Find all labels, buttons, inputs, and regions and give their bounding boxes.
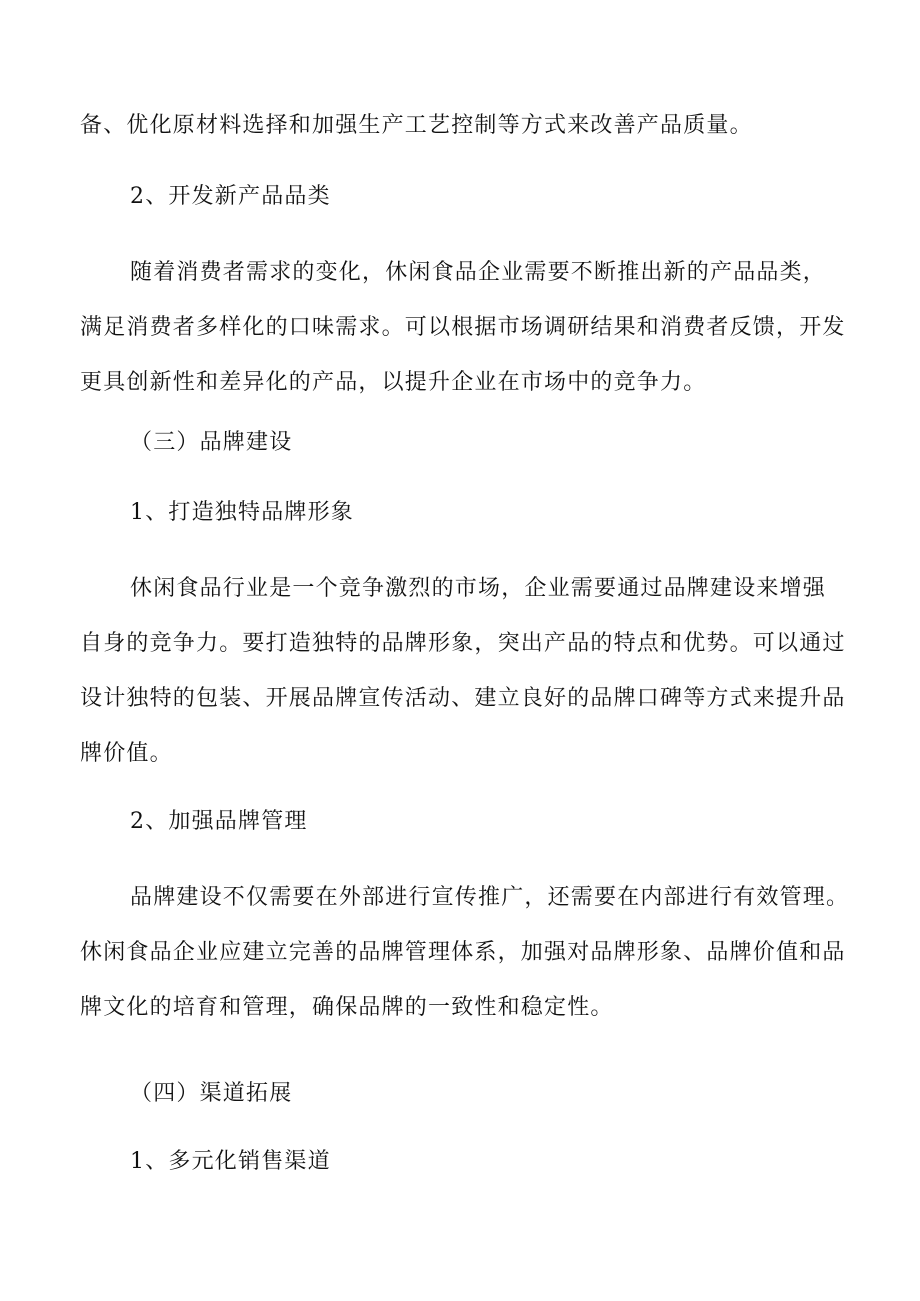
paragraph-line: 自身的竞争力。要打造独特的品牌形象，突出产品的特点和优势。可以通过 — [80, 631, 846, 656]
paragraph-line: 休闲食品企业应建立完善的品牌管理体系，加强对品牌形象、品牌价值和品 — [80, 940, 846, 965]
paragraph-line: 牌价值。 — [80, 741, 173, 766]
paragraph-line: 设计独特的包装、开展品牌宣传活动、建立良好的品牌口碑等方式来提升品 — [80, 686, 846, 711]
subheading-strengthen-brand-management: 2、加强品牌管理 — [130, 809, 308, 834]
subheading-develop-new-categories: 2、开发新产品品类 — [130, 184, 331, 209]
paragraph-line: 牌文化的培育和管理，确保品牌的一致性和稳定性。 — [80, 995, 614, 1020]
paragraph-line: 休闲食品行业是一个竞争激烈的市场，企业需要通过品牌建设来增强 — [130, 576, 827, 601]
paragraph-line: 满足消费者多样化的口味需求。可以根据市场调研结果和消费者反馈，开发 — [80, 315, 846, 340]
paragraph-line: 品牌建设不仅需要在外部进行宣传推广，还需要在内部进行有效管理。 — [130, 885, 850, 910]
subheading-unique-brand-image: 1、打造独特品牌形象 — [130, 500, 354, 525]
paragraph-line: 随着消费者需求的变化，休闲食品企业需要不断推出新的产品品类， — [130, 260, 827, 285]
section-heading-brand-building: （三）品牌建设 — [130, 430, 293, 455]
section-heading-channel-expansion: （四）渠道拓展 — [130, 1081, 293, 1106]
subheading-diversified-sales-channels: 1、多元化销售渠道 — [130, 1149, 331, 1174]
paragraph-line: 备、优化原材料选择和加强生产工艺控制等方式来改善产品质量。 — [80, 113, 753, 138]
paragraph-line: 更具创新性和差异化的产品，以提升企业在市场中的竞争力。 — [80, 370, 707, 395]
